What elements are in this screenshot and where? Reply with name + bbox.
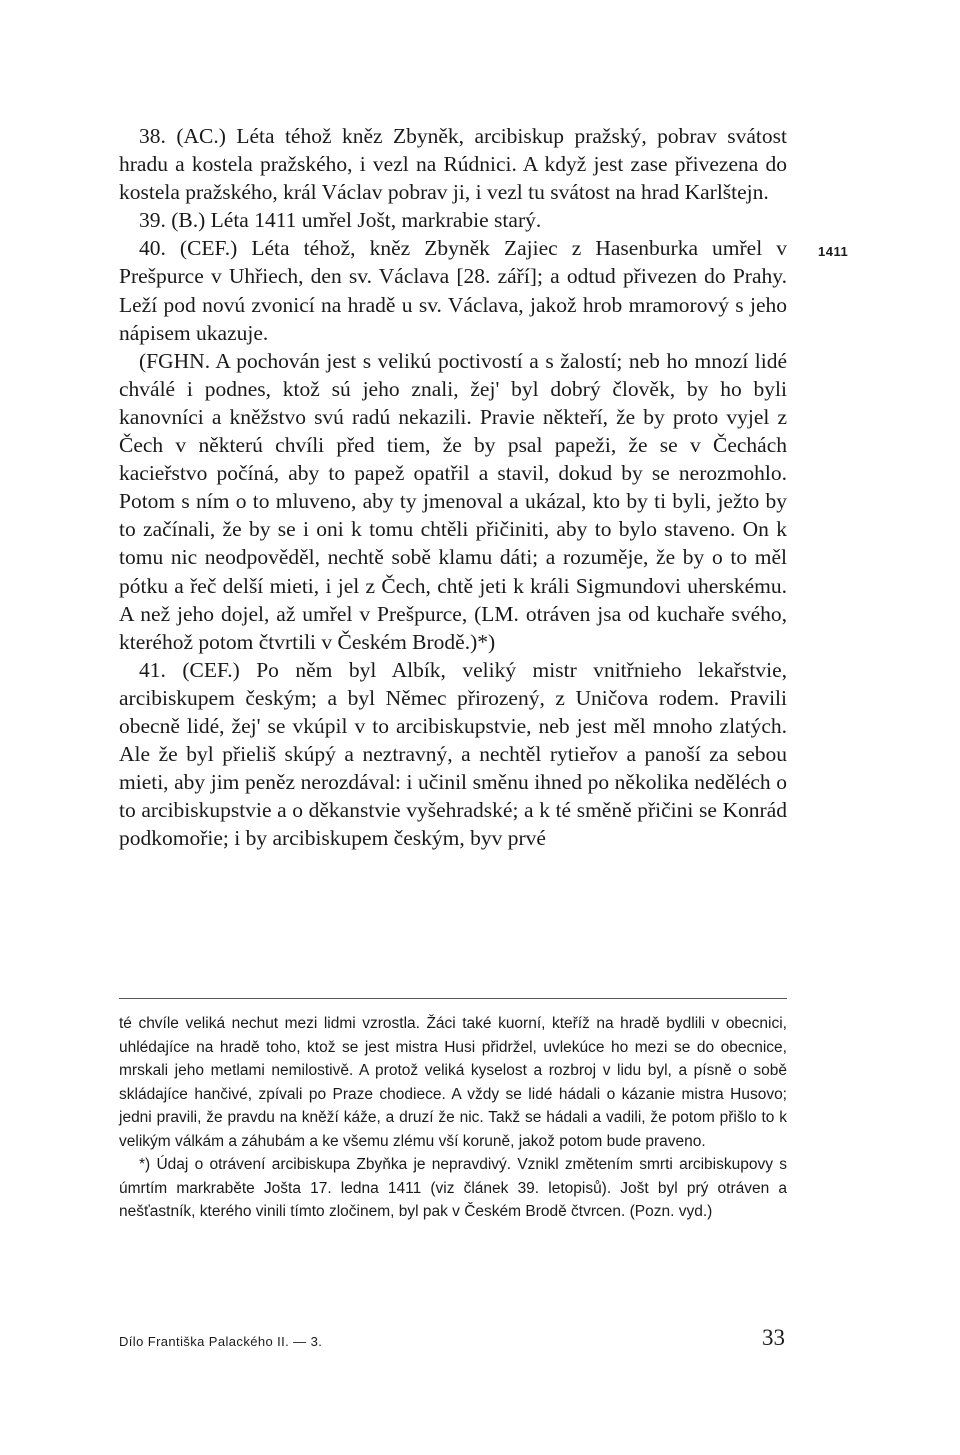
paragraph-40-continuation: (FGHN. A pochován jest s velikú poctivostí a s žalostí; neb ho mnozí lidé chválé i podnes, ktož sú jeho znali, žej' byl dobrý člověk, by ho byli kanovníci a kněžstvo svú radú nekazili. Pravie někteří, že by proto vyjel z Čech v některú chvíli před tiem, že by psal papeži, že se v Čechách kacieřstvo počíná, aby to papež opatřil a stavil, dokud by se nerozmohlo. Potom s ním o to mluveno, aby ty jmenoval a ukázal, kto by ti byli, ježto by to začínali, že by se i oni k tomu chtěli přičiniti, aby to bylo staveno. On k tomu nic neodpověděl, nechtě sobě klamu dáti; a rozuměje, že by o to měl pótku a řeč delší mieti, i jel z Čech, chtě jeti k králi Sigmundovi uherskému. A než jeho dojel, až umřel v Prešpurce, (LM. otráven jsa od kuchaře svého, kteréhož potom čtvrtili v Českém Brodě.)*) <box>119 348 787 654</box>
paragraph-41: 41. (CEF.) Po něm byl Albík, veliký mistr vnitřnieho lekařstvie, arcibiskupem českým; a byl Němec přirozený, z Uničova rodem. Pravili obecně lidé, žej' se vkúpil v to arcibiskupstvie, neb jest měl mnoho zlatých. Ale že byl přieliš skúpý a neztravný, a nechtěl rytieřov a panoší za sebou mieti, aby jim peněz nerozdával: i učinil směnu ihned po několika neděléch o to arcibiskupstvie a o děkanstvie vyšehradské; a k té směně přičini se Konrád podkomořie; i by arcibiskupem českým, byv prvé <box>119 657 787 851</box>
footnote-divider <box>119 998 787 999</box>
paragraph-39: 39. (B.) Léta 1411 umřel Jošt, markrabie starý. <box>139 208 542 233</box>
note-continuation: té chvíle veliká nechut mezi lidmi vzrostla. Žáci také kuorní, kteříž na hradě bydlili v obecnici, uhlédajíce na hradě toho, ktož se jest mistra Husi přidržel, uvlekúce ho mezi se do obecnice, mrskali jeho metlami nemilostivě. A protož veliká kyselost a rozbroj v lidu byl, a písně o sobě skládajíce hančivé, zpívali po Praze chodiece. A vždy se lidé hádali o kázanie mistra Husovo; jedni pravili, že pravdu na kněží káže, a druzí že nic. Takž se hádali a vadili, že potom přišlo to k velikým válkám a záhubám a ke všemu zlému vší koruně, jakož potom bude praveno. <box>119 1015 787 1150</box>
paragraph-38: 38. (AC.) Léta téhož kněz Zbyněk, arcibiskup pražský, pobrav svátost hradu a kostela pražského, i vezl na Rúdnici. A když jest zase přivezena do kostela pražského, král Václav pobrav ji, i vezl tu svátost na hrad Karlštejn. <box>119 124 787 205</box>
footer-source: Dílo Františka Palackého II. — 3. <box>119 1334 323 1349</box>
notes-section <box>119 1012 787 1224</box>
editor-footnote: *) Údaj o otrávení arcibiskupa Zbyňka je nepravdivý. Vznikl změtením smrti arcibiskupovy s úmrtím markraběte Jošta 17. ledna 1411 (viz článek 39. letopisů). Jošt byl prý otráven a nešťastník, kterého vinili tímto zločinem, byl pak v Českém Brodě čtvrcen. (Pozn. vyd.) <box>119 1156 787 1220</box>
main-text <box>119 122 787 852</box>
margin-year-note: 1411 <box>818 244 849 259</box>
page-number: 33 <box>762 1325 785 1350</box>
paragraph-40: 40. (CEF.) Léta téhož, kněz Zbyněk Zajiec z Hasenburka umřel v Prešpurce v Uhřiech, den sv. Václava [28. září]; a odtud přivezen do Prahy. Leží pod novú zvonicí na hradě u sv. Václava, jakož hrob mramorový s jeho nápisem ukazuje. <box>119 236 787 345</box>
